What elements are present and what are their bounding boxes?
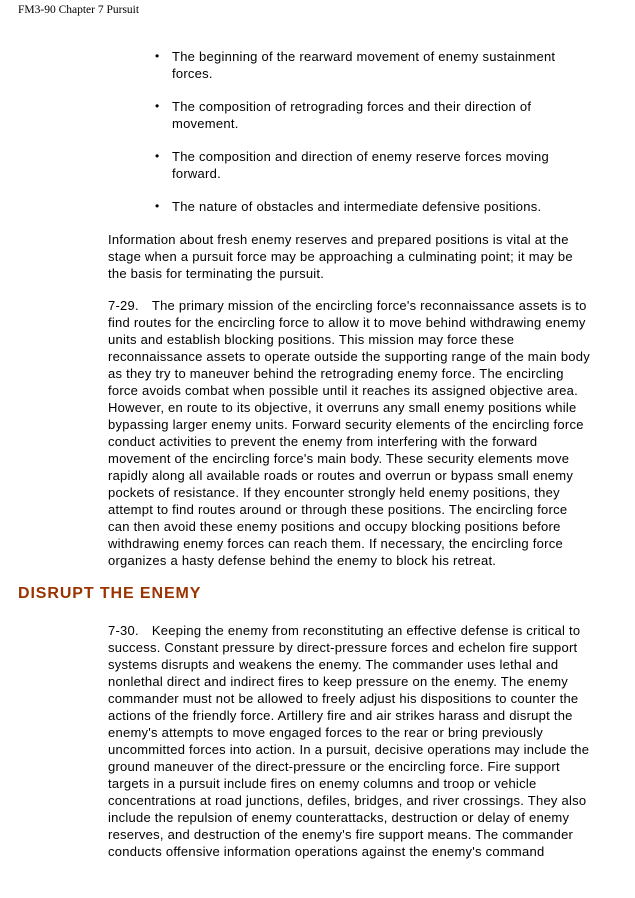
list-item-text: The beginning of the rearward movement of enemy sustainment forces. (172, 49, 556, 81)
bullet-icon: • (155, 99, 160, 113)
list-item (155, 198, 592, 215)
list-item-text: The nature of obstacles and intermediate defensive positions. (172, 199, 542, 214)
bullet-list (108, 48, 592, 215)
paragraph-text: The primary mission of the encircling force's reconnaissance assets is to find routes for the encircling force to allow it to move behind withdrawing enemy units and establish blocking positions. This mission may force these reconnaissance assets to operate outside the supporting range of the main body as they try to maneuver behind the retrograding enemy force. The encircling force avoids combat when possible until it reaches its assigned objective area. However, en route to its objective, it overruns any small enemy positions while bypassing larger enemy units. Forward security elements of the encircling force conduct activities to prevent the enemy from interfering with the forward movement of the encircling force's main body. These security elements move rapidly along all available roads or routes and overrun or bypass small enemy pockets of resistance. If they encounter strongly held enemy positions, they attempt to find routes around or through these positions. The encircling force can then avoid these enemy positions and occupy blocking positions before withdrawing enemy forces can reach them. If necessary, the encircling force organizes a hasty defense behind the enemy to block his retreat. (108, 298, 591, 568)
paragraph-number: 7-30. (108, 623, 139, 638)
content-block-bottom (108, 622, 592, 860)
list-item (155, 98, 592, 132)
paragraph-number: 7-29. (108, 298, 139, 313)
paragraph-7-30 (108, 622, 592, 860)
bullet-icon: • (155, 49, 160, 63)
bullet-icon: • (155, 199, 160, 213)
bullet-icon: • (155, 149, 160, 163)
paragraph-text: Keeping the enemy from reconstituting an effective defense is critical to success. Constant pressure by direct-pressure forces and echelon fire support systems disrupts and weakens the enemy. The commander uses lethal and nonlethal direct and indirect fires to keep pressure on the enemy. The enemy commander must not be allowed to freely adjust his dispositions to counter the actions of the friendly force. Artillery fire and air strikes harass and disrupt the enemy's attempts to move engaged forces to the rear or bring previously uncommitted forces into action. In a pursuit, decisive operations may include the ground maneuver of the direct-pressure or the encircling force. Fire support targets in a pursuit include fires on enemy columns and troop or vehicle concentrations at road junctions, defiles, bridges, and river crossings. They also include the repulsion of enemy counterattacks, destruction or delay of enemy reserves, and destruction of the enemy's fire support means. The commander conducts offensive information operations against the enemy's command (108, 623, 590, 859)
paragraph-text: Information about fresh enemy reserves and prepared positions is vital at the stage when a pursuit force may be approaching a culminating point; it may be the basis for terminating the pursuit. (108, 232, 573, 281)
document-header: FM3-90 Chapter 7 Pursuit (18, 4, 140, 16)
paragraph-7-29 (108, 297, 592, 569)
section-heading: DISRUPT THE ENEMY (18, 585, 202, 602)
paragraph-intro (108, 231, 592, 282)
list-item-text: The composition of retrograding forces and their direction of movement. (172, 99, 532, 131)
list-item (155, 48, 592, 82)
list-item (155, 148, 592, 182)
list-item-text: The composition and direction of enemy reserve forces moving forward. (172, 149, 550, 181)
content-block-top (108, 48, 592, 569)
